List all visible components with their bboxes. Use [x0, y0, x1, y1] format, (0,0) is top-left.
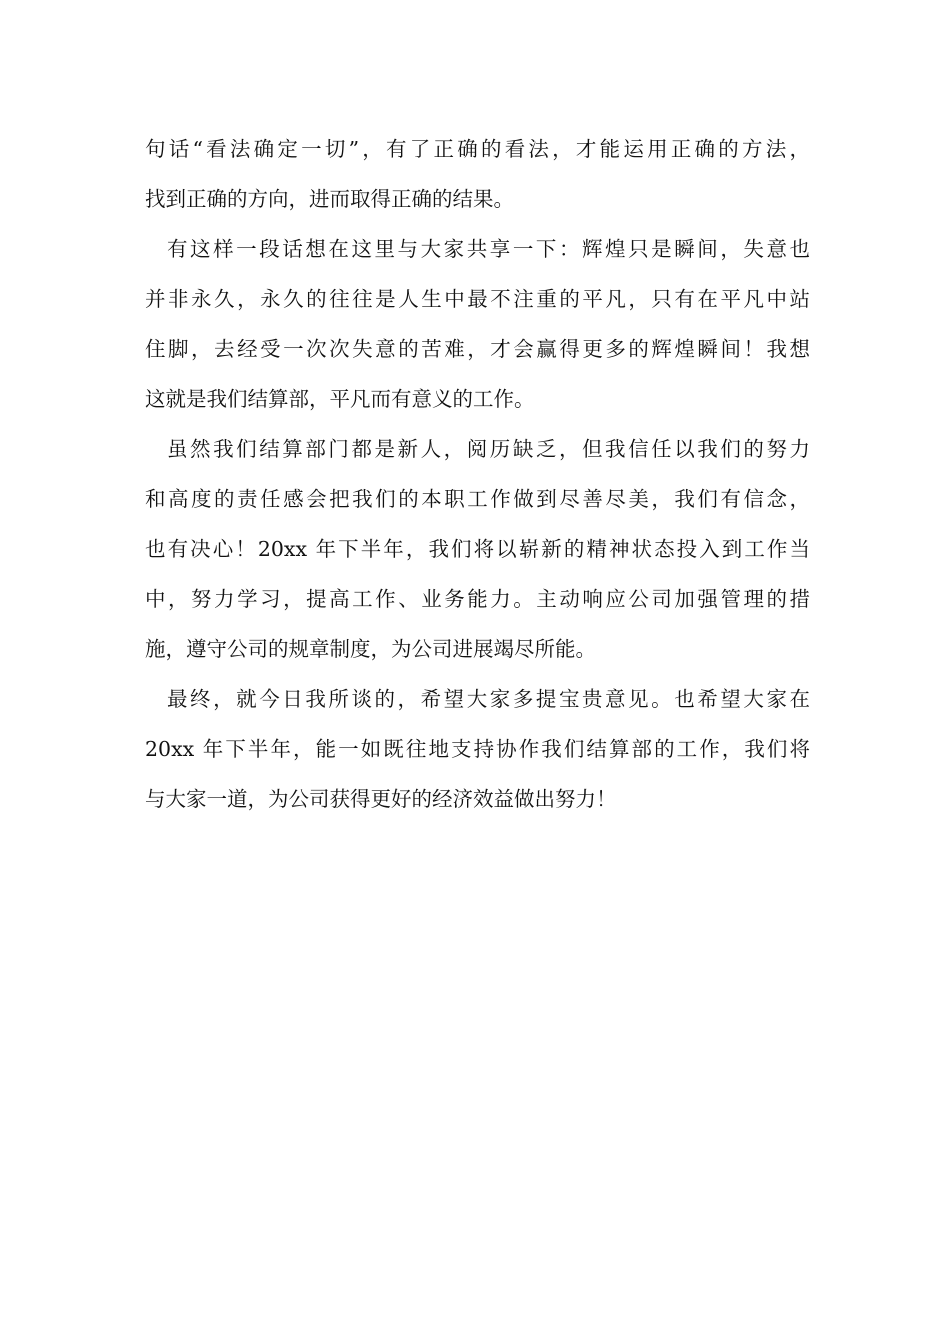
paragraph-first-line: 虽然我们结算部门都是新人，阅历缺乏，但我信任以我们的努力 [167, 437, 810, 461]
text-line: 20xx 年下半年，能一如既往地支持协作我们结算部的工作，我们将 [145, 737, 810, 761]
text-line: 找到正确的方向，进而取得正确的结果。 [145, 187, 514, 211]
text-line: 这就是我们结算部，平凡而有意义的工作。 [145, 387, 535, 411]
text-line: 中，努力学习，提高工作、业务能力。主动响应公司加强管理的措 [145, 587, 810, 611]
text-line: 也有决心！20xx 年下半年，我们将以崭新的精神状态投入到工作当 [145, 537, 810, 561]
paragraph-first-line: 最终，就今日我所谈的，希望大家多提宝贵意见。也希望大家在 [167, 687, 810, 711]
text-line: 和高度的责任感会把我们的本职工作做到尽善尽美，我们有信念， [145, 487, 810, 511]
document-body [145, 124, 810, 824]
paragraph-first-line: 有这样一段话想在这里与大家共享一下：辉煌只是瞬间，失意也 [167, 237, 810, 261]
text-line: 住脚，去经受一次次失意的苦难，才会赢得更多的辉煌瞬间！我想 [145, 337, 810, 361]
text-line: 与大家一道，为公司获得更好的经济效益做出努力！ [145, 787, 617, 811]
text-line: 句话“看法确定一切”，有了正确的看法，才能运用正确的方法， [145, 137, 810, 161]
text-line: 并非永久，永久的往往是人生中最不注重的平凡，只有在平凡中站 [145, 287, 810, 311]
text-line: 施，遵守公司的规章制度，为公司进展竭尽所能。 [145, 637, 596, 661]
